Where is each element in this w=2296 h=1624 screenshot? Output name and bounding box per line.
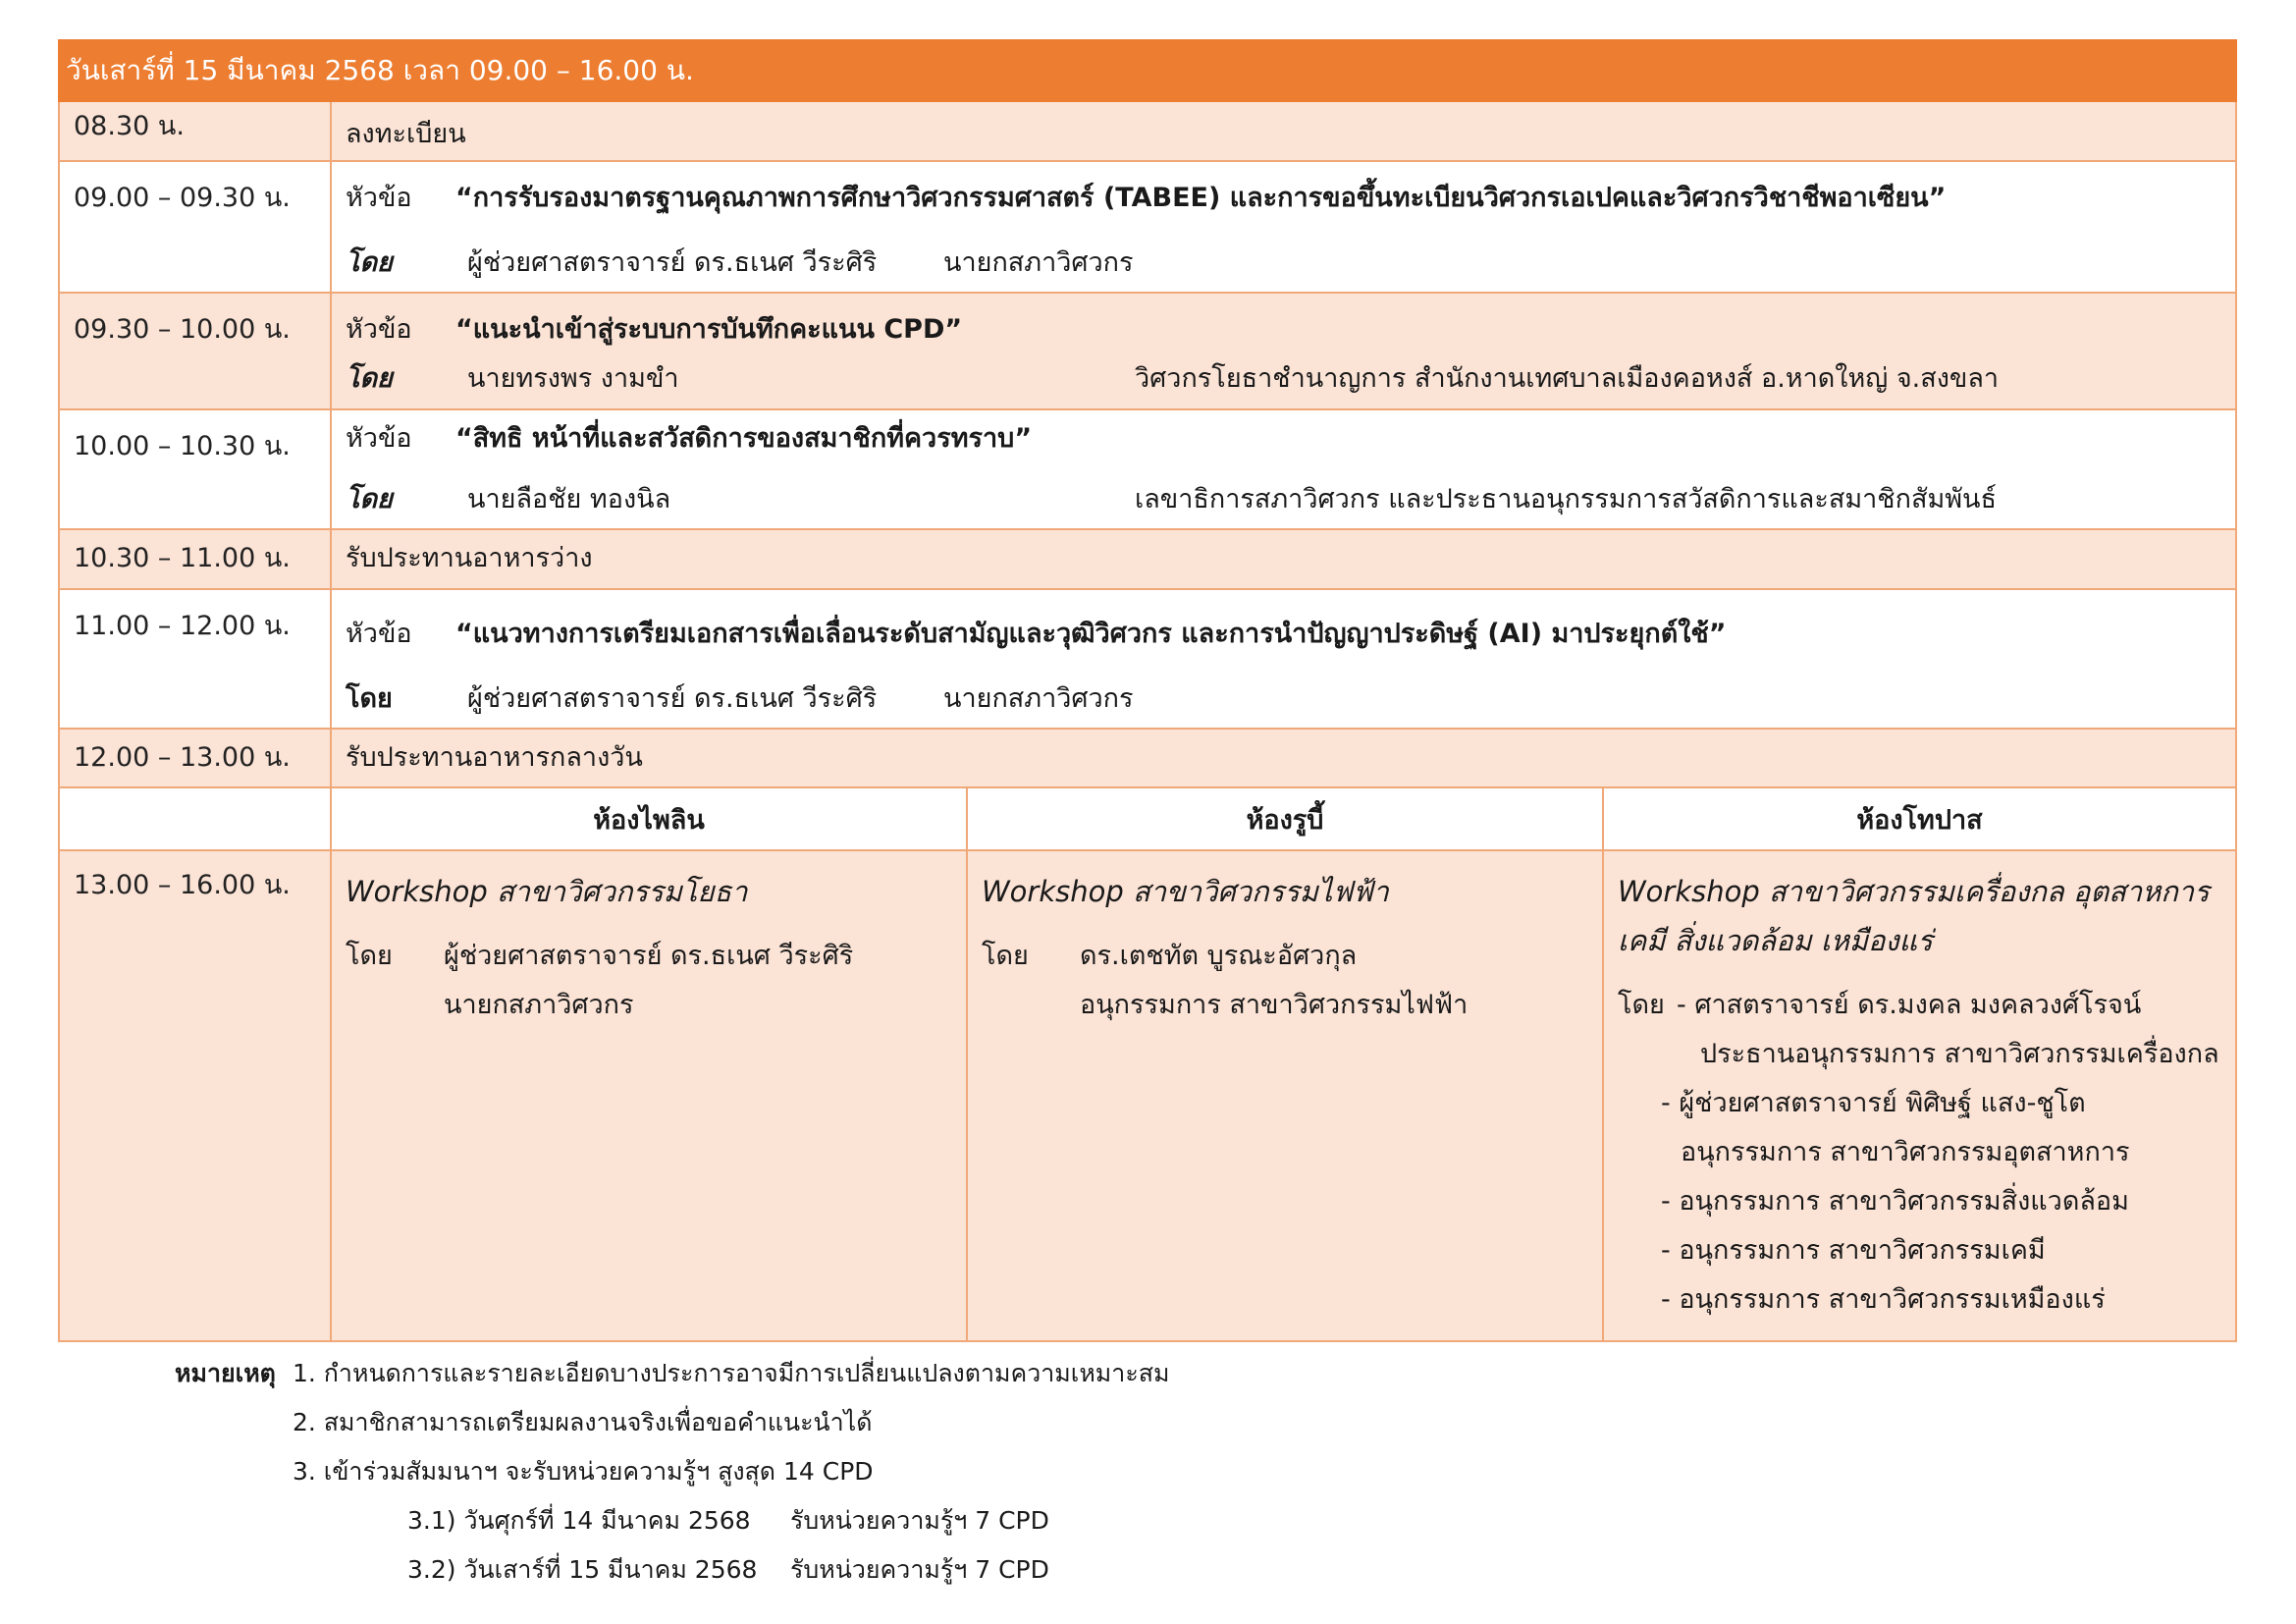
table-row (59, 161, 2236, 293)
speaker-line: - ผู้ช่วยศาสตราจารย์ พิศิษฐ์ แสง-ชูโต (1661, 1088, 2086, 1118)
speaker-line: - อนุกรรมการ สาขาวิศวกรรมสิ่งแวดล้อม (1661, 1186, 2129, 1217)
workshop-title-line2: เคมี สิ่งแวดล้อม เหมืองแร่ (1618, 924, 1933, 957)
time-cell: 11.00 – 12.00 น. (59, 589, 331, 729)
note-sub-credit: รับหน่วยความรู้ฯ 7 CPD (790, 1506, 1049, 1535)
speaker-position: เลขาธิการสภาวิศวกร และประธานอนุกรรมการสวัสดิการและสมาชิกสัมพันธ์ (1135, 484, 1997, 514)
time-cell: 09.00 – 09.30 น. (59, 161, 331, 293)
topic-text: “แนะนำเข้าสู่ระบบการบันทึกคะแนน CPD” (455, 314, 963, 345)
speaker-line: ประธานอนุกรรมการ สาขาวิศวกรรมเครื่องกล (1700, 1039, 2219, 1069)
workshop-title-line1: Workshop สาขาวิศวกรรมเครื่องกล อุตสาหการ (1618, 875, 2210, 908)
activity-cell: รับประทานอาหารกลางวัน (331, 729, 2236, 787)
by-label: โดย (346, 683, 393, 714)
table-row (59, 589, 2236, 729)
note-sub-date: 3.2) วันเสาร์ที่ 15 มีนาคม 2568 (407, 1555, 758, 1584)
speaker-name: ผู้ช่วยศาสตราจารย์ ดร.ธเนศ วีระศิริ (467, 247, 878, 278)
time-cell: 09.30 – 10.00 น. (59, 293, 331, 409)
time-cell: 08.30 น. (59, 101, 331, 161)
speaker-line: - อนุกรรมการ สาขาวิศวกรรมเหมืองแร่ (1661, 1284, 2106, 1315)
topic-label: หัวข้อ (346, 183, 412, 213)
speaker-line: - อนุกรรมการ สาขาวิศวกรรมเคมี (1661, 1235, 2046, 1266)
speaker-name: ดร.เตชทัต บูรณะอัศวกุล (1080, 941, 1358, 971)
speaker-name: นายทรงพร งามขำ (467, 363, 679, 394)
workshop-electrical (967, 850, 1603, 1341)
topic-text: “การรับรองมาตรฐานคุณภาพการศึกษาวิศวกรรมศาสตร์ (TABEE) และการขอขึ้นทะเบียนวิศวกรเอเปคและวิศวกรวิชาชีพอาเซียน” (455, 183, 1947, 213)
by-label: โดย (346, 484, 393, 514)
speaker-position: นายกสภาวิศวกร (943, 247, 1134, 278)
speaker-position: นายกสภาวิศวกร (943, 683, 1134, 714)
speaker-position: วิศวกรโยธาชำนาญการ สำนักงานเทศบาลเมืองคอหงส์ อ.หาดใหญ่ จ.สงขลา (1135, 363, 2000, 394)
activity-cell: ลงทะเบียน (331, 101, 2236, 161)
speaker-name: ผู้ช่วยศาสตราจารย์ ดร.ธเนศ วีระศิริ (444, 941, 854, 971)
note-sub-credit: รับหน่วยความรู้ฯ 7 CPD (790, 1555, 1049, 1584)
time-cell: 12.00 – 13.00 น. (59, 729, 331, 787)
note-sub-date: 3.1) วันศุกร์ที่ 14 มีนาคม 2568 (407, 1506, 751, 1535)
speaker-line: อนุกรรมการ สาขาวิศวกรรมอุตสาหการ (1681, 1137, 2130, 1167)
note-item: 2. สมาชิกสามารถเตรียมผลงานจริงเพื่อขอคำแนะนำได้ (293, 1408, 873, 1436)
time-cell: 10.00 – 10.30 น. (59, 409, 331, 529)
schedule-title: วันเสาร์ที่ 15 มีนาคม 2568 เวลา 09.00 – 16.00 น. (59, 40, 2236, 101)
workshop-row (59, 850, 2236, 1341)
topic-text: “สิทธิ หน้าที่และสวัสดิการของสมาชิกที่ควรทราบ” (455, 423, 1033, 454)
notes-label: หมายเหตุ (175, 1359, 276, 1387)
by-label: โดย (1618, 990, 1665, 1020)
note-item: 3. เข้าร่วมสัมมนาฯ จะรับหน่วยความรู้ฯ สูงสุด 14 CPD (293, 1457, 874, 1486)
speaker-position: อนุกรรมการ สาขาวิศวกรรมไฟฟ้า (1080, 990, 1468, 1020)
rooms-row (59, 787, 2236, 850)
schedule-header (59, 40, 2236, 101)
topic-label: หัวข้อ (346, 423, 412, 454)
room-pailin: ห้องไพลิน (331, 787, 967, 850)
topic-label: หัวข้อ (346, 619, 412, 649)
speaker-position: นายกสภาวิศวกร (444, 990, 634, 1020)
speaker-name: นายลือชัย ทองนิล (467, 484, 671, 514)
table-row (59, 101, 2236, 161)
by-label: โดย (982, 941, 1029, 971)
time-cell: 13.00 – 16.00 น. (59, 850, 331, 1341)
time-cell: 10.30 – 11.00 น. (59, 529, 331, 589)
workshop-title: Workshop สาขาวิศวกรรมโยธา (346, 875, 748, 908)
schedule-table (58, 39, 2237, 1342)
room-ruby: ห้องรูบี้ (967, 787, 1603, 850)
activity-cell: รับประทานอาหารว่าง (331, 529, 2236, 589)
table-row (59, 529, 2236, 589)
by-label: โดย (346, 941, 393, 971)
notes-section (175, 1349, 1170, 1595)
workshop-civil (331, 850, 967, 1341)
speaker-line: - ศาสตราจารย์ ดร.มงคล มงคลวงศ์โรจน์ (1677, 990, 2142, 1020)
workshop-mechanical (1603, 850, 2236, 1341)
topic-text: “แนวทางการเตรียมเอกสารเพื่อเลื่อนระดับสามัญและวุฒิวิศวกร และการนำปัญญาประดิษฐ์ (AI) มาประยุกต์ใช้” (455, 619, 1727, 649)
room-topaz: ห้องโทปาส (1603, 787, 2236, 850)
by-label: โดย (346, 247, 393, 278)
table-row (59, 409, 2236, 529)
speaker-name: ผู้ช่วยศาสตราจารย์ ดร.ธเนศ วีระศิริ (467, 683, 878, 714)
by-label: โดย (346, 363, 393, 394)
empty-cell (59, 787, 331, 850)
workshop-title: Workshop สาขาวิศวกรรมไฟฟ้า (982, 875, 1389, 908)
note-item: 1. กำหนดการและรายละเอียดบางประการอาจมีการเปลี่ยนแปลงตามความเหมาะสม (293, 1359, 1170, 1387)
topic-label: หัวข้อ (346, 314, 412, 345)
table-row (59, 293, 2236, 409)
table-row (59, 729, 2236, 787)
